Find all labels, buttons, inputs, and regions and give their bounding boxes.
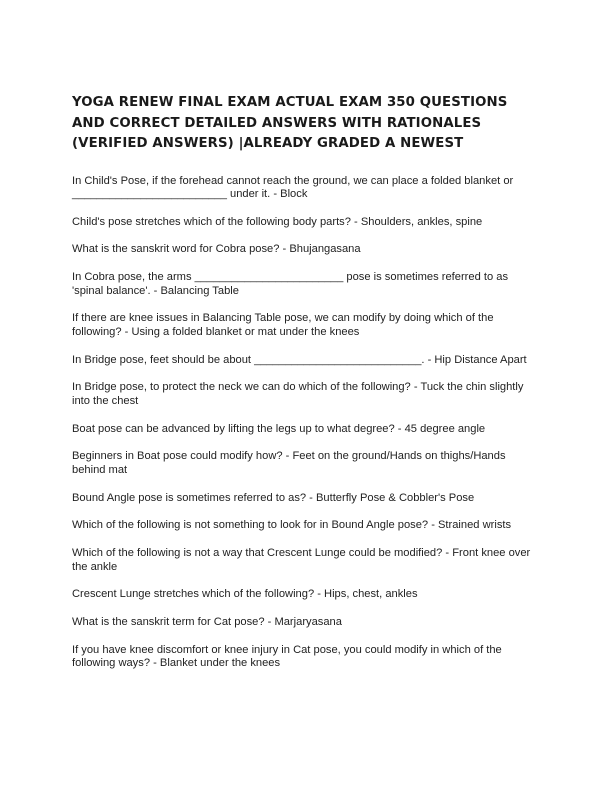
question-item: Beginners in Boat pose could modify how? - Feet on the ground/Hands on thighs/Hands behind mat [72,450,506,477]
question-item: Which of the following is not a way that Crescent Lunge could be modified? - Front knee over the ankle [72,547,531,573]
document-title: YOGA RENEW FINAL EXAM ACTUAL EXAM 350 QUESTIONS AND CORRECT DETAILED ANSWERS WITH RATIONALES (VERIFIED ANSWERS) |ALREADY GRADED A NEWEST [72,95,508,151]
question-item: In Child's Pose, if the forehead cannot reach the ground, we can place a folded blanket or _________________________ under it. - Block [72,174,514,201]
question-item: What is the sanskrit word for Cobra pose? - Bhujangasana [72,243,361,256]
question-item: What is the sanskrit term for Cat pose? - Marjaryasana [72,616,342,628]
question-item: If you have knee discomfort or knee injury in Cat pose, you could modify in which of the following ways? - Blanket under the knees [72,643,502,670]
question-item: If there are knee issues in Balancing Table pose, we can modify by doing which of the following? - Using a folded blanket or mat under the knees [72,312,494,339]
question-item: In Bridge pose, to protect the neck we can do which of the following? - Tuck the chin slightly into the chest [72,381,524,408]
question-item: Bound Angle pose is sometimes referred to as? - Butterfly Pose & Cobbler's Pose [72,491,475,504]
question-list [72,175,540,672]
question-item: Crescent Lunge stretches which of the following? - Hips, chest, ankles [72,588,418,601]
question-item: Which of the following is not something to look for in Bound Angle pose? - Strained wrists [72,519,512,532]
question-item: In Bridge pose, feet should be about ___________________________. - Hip Distance Apart [72,353,527,366]
question-item: Child's pose stretches which of the following body parts? - Shoulders, ankles, spine [72,215,483,228]
question-item: In Cobra pose, the arms ________________________ pose is sometimes referred to as 'spinal balance'. - Balancing Table [72,271,509,297]
question-item: Boat pose can be advanced by lifting the legs up to what degree? - 45 degree angle [72,422,486,435]
